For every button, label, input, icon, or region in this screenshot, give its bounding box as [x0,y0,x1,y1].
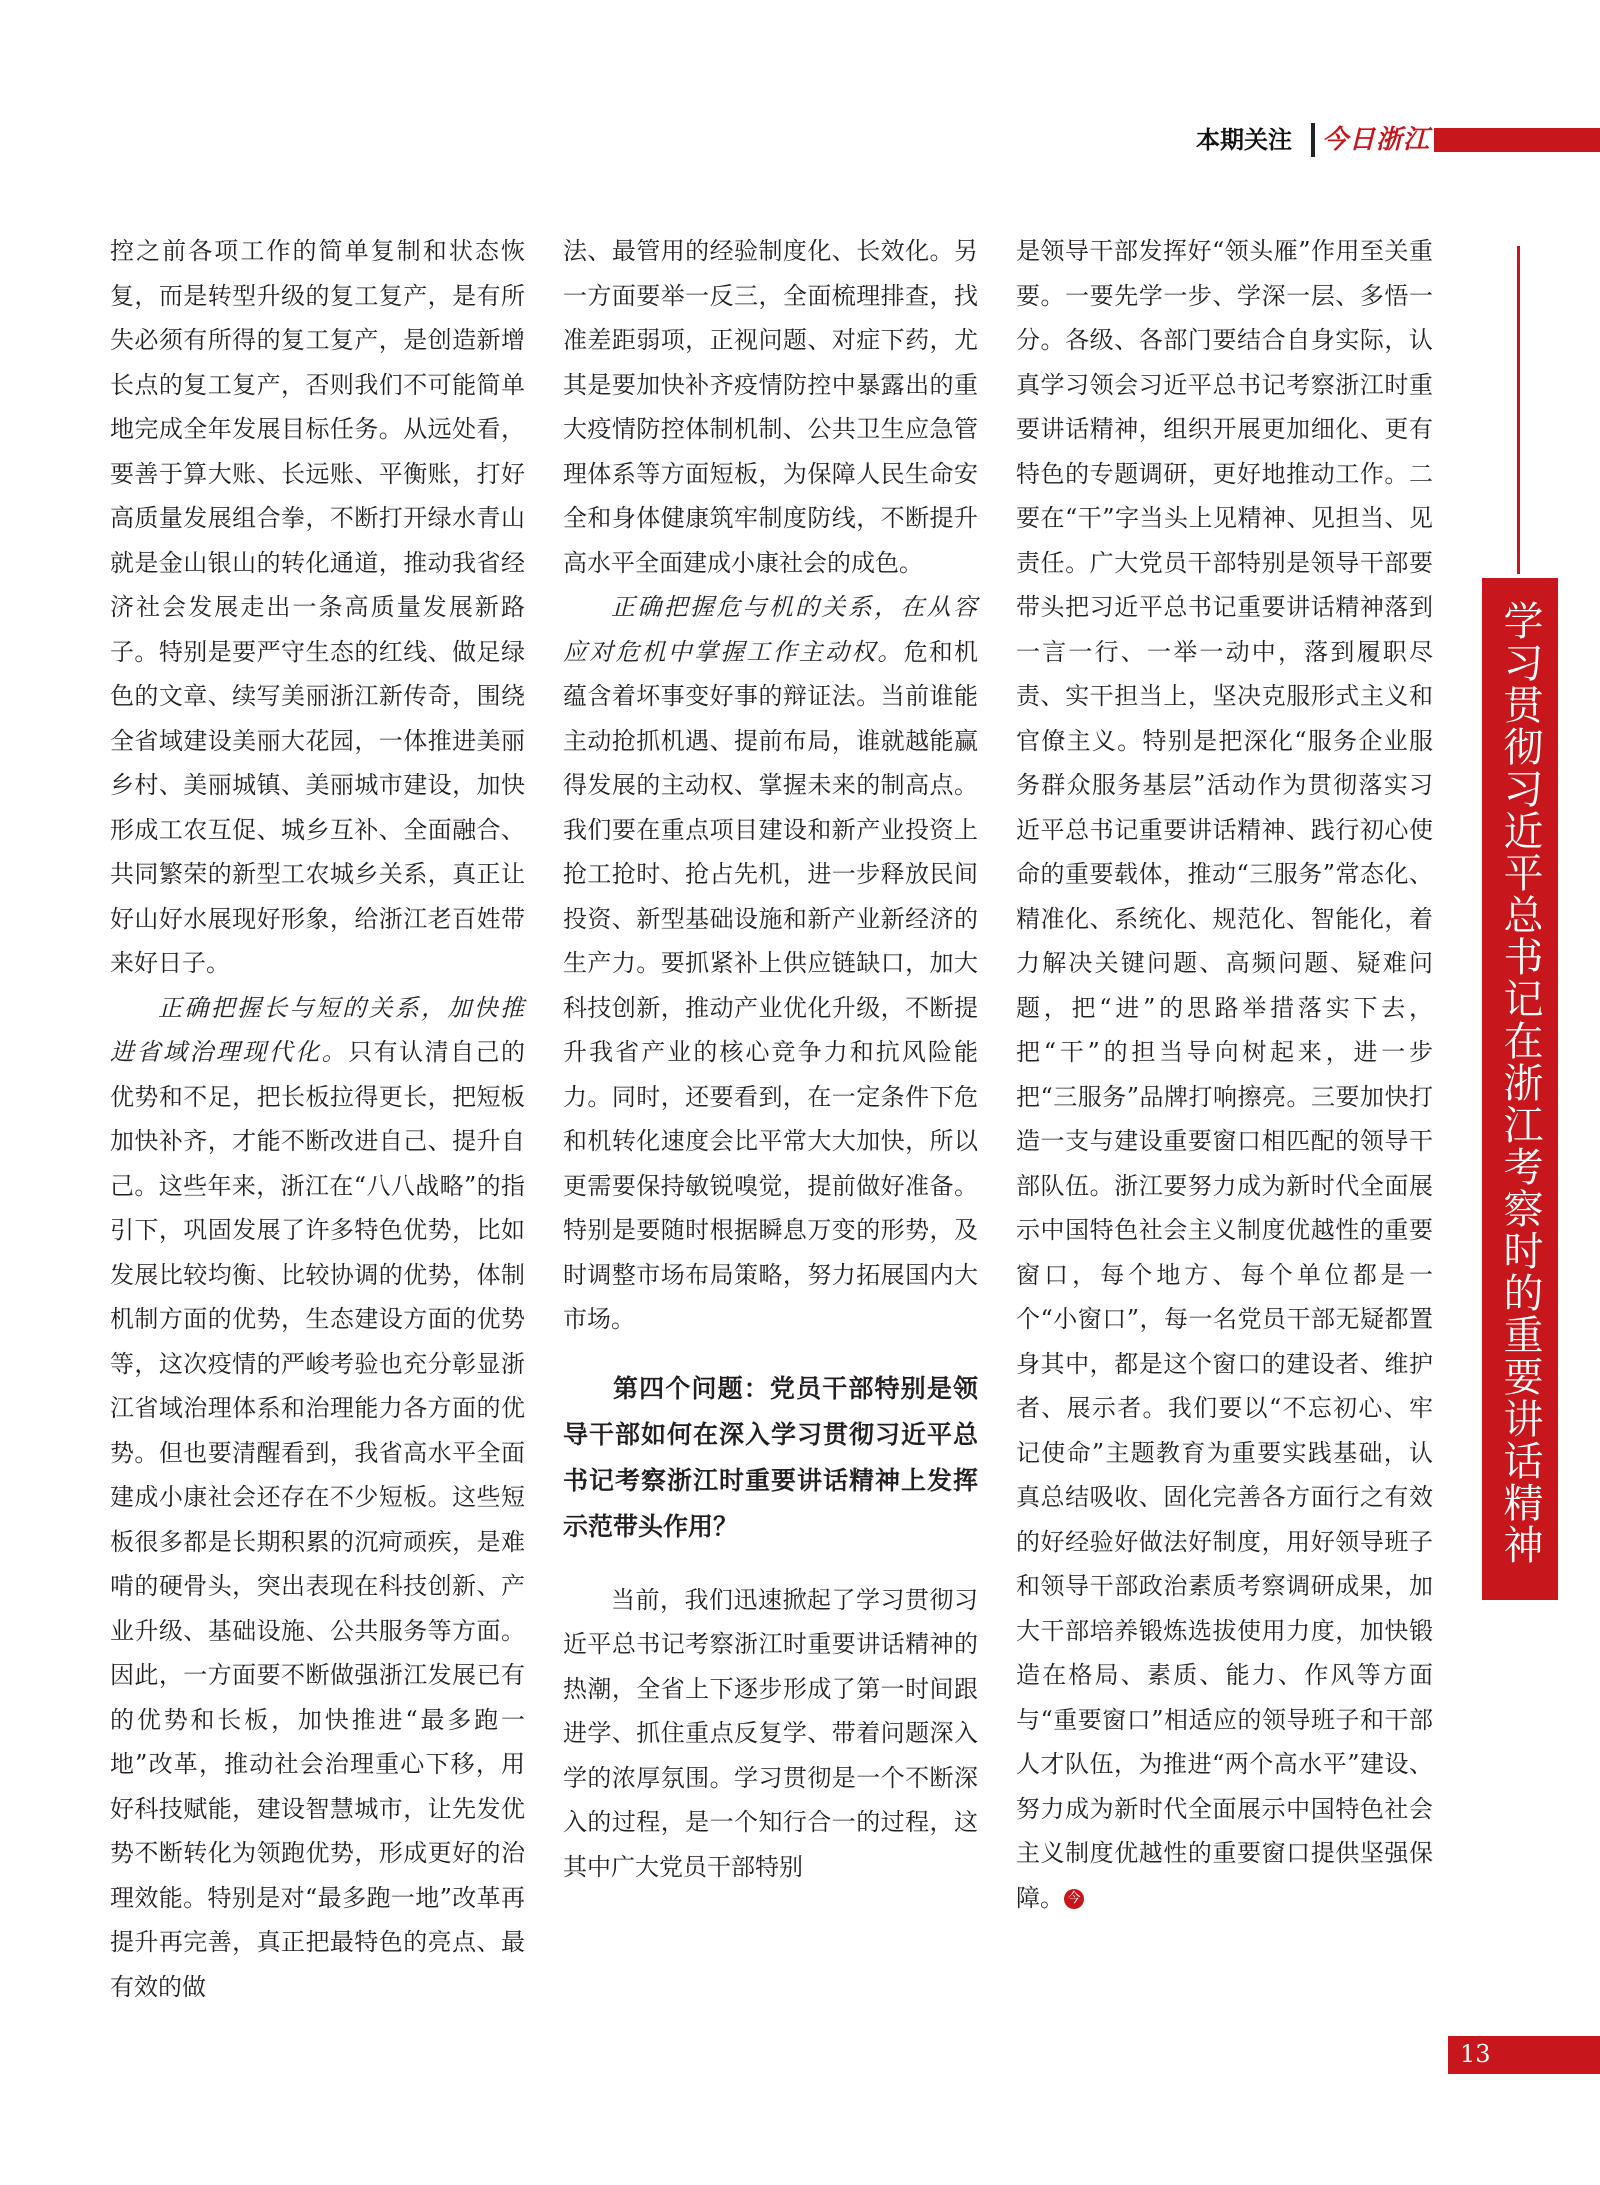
paragraph: 控之前各项工作的简单复制和状态恢复，而是转型升级的复工复产，是有所失必须有所得的复工复产，是创造新增长点的复工复产，否则我们不可能简单地完成全年发展目标任务。从远处看，要善于算大账、长远账、平衡账，打好高质量发展组合拳，不断打开绿水青山就是金山银山的转化通道，推动我省经济社会发展走出一条高质量发展新路子。特别是要严守生态的红线、做足绿色的文章、续写美丽浙江新传奇，围绕全省域建设美丽大花园，一体推进美丽乡村、美丽城镇、美丽城市建设，加快形成工农互促、城乡互补、全面融合、共同繁荣的新型工农城乡关系，真正让好山好水展现好形象，给浙江老百姓带来好日子。 [110,237,525,977]
bottom-red-rule [1448,2072,1600,2074]
section-label: 本期关注 [1196,126,1292,154]
side-title: 学习贯彻习近平总书记在浙江考察时的重要讲话精神 [1497,600,1543,1566]
paragraph: 当前，我们迅速掀起了学习贯彻习近平总书记考察浙江时重要讲话精神的热潮，全省上下逐步形成了第一时间跟进学、抓住重点反复学、带着问题深入学的浓厚氛围。学习贯彻是一个不断深入的过程，是一个知行合一的过程，这其中广大党员干部特别 [563,1585,978,1881]
paragraph [110,986,525,2010]
side-title-banner [1482,578,1558,1600]
column-2 [563,229,978,1889]
paragraph-body: 危和机蕴含着坏事变好事的辩证法。当前谁能主动抢抓机遇、提前布局，谁就越能赢得发展的主动权、掌握未来的制高点。我们要在重点项目建设和新产业投资上抢工抢时、抢占先机，进一步释放民间投资、新型基础设施和新产业新经济的生产力。要抓紧补上供应链缺口，加大科技创新，推动产业优化升级，不断提升我省产业的核心竞争力和抗风险能力。同时，还要看到，在一定条件下危和机转化速度会比平常大大加快，所以更需要保持敏锐嗅觉，提前做好准备。特别是要随时根据瞬息万变的形势，及时调整市场布局策略，努力拓展国内大市场。 [563,637,979,1333]
paragraph-body: 只有认清自己的优势和不足，把长板拉得更长，把短板加快补齐，才能不断改进自己、提升自己。这些年来，浙江在“八八战略”的指引下，巩固发展了许多特色优势，比如发展比较均衡、比较协调的优势，体制机制方面的优势，生态建设方面的优势等，这次疫情的严峻考验也充分彰显浙江省域治理体系和治理能力各方面的优势。但也要清醒看到，我省高水平全面建成小康社会还存在不少短板。这些短板很多都是长期积累的沉疴顽疾，是难啃的硬骨头，突出表现在科技创新、产业升级、基础设施、公共服务等方面。因此，一方面要不断做强浙江发展已有的优势和长板，加快推进“最多跑一地”改革，推动社会治理重心下移，用好科技赋能，建设智慧城市，让先发优势不断转化为领跑优势，形成更好的治理效能。特别是对“最多跑一地”改革再提升再完善，真正把最特色的亮点、最有效的做 [110,1038,526,2001]
paragraph: 法、最管用的经验制度化、长效化。另一方面要举一反三，全面梳理排查，找准差距弱项，正视问题、对症下药，尤其是要加快补齐疫情防控中暴露出的重大疫情防控体制机制、公共卫生应急管理体系等方面短板，为保障人民生命安全和身体健康筑牢制度防线，不断提升高水平全面建成小康社会的成色。 [563,237,978,577]
header-red-bar [1434,128,1600,152]
paragraph [563,585,978,1342]
end-mark-icon: 今 [1064,1889,1084,1909]
side-red-rule [1517,246,1520,574]
section-heading: 第四个问题：党员干部特别是领导干部如何在深入学习贯彻习近平总书记考察浙江时重要讲话精神上发挥示范带头作用？ [563,1373,978,1541]
paragraph [1016,229,1433,1920]
paragraph-body: 是领导干部发挥好“领头雁”作用至关重要。一要先学一步、学深一层、多悟一分。各级、各部门要结合自身实际，认真学习领会习近平总书记考察浙江时重要讲话精神，组织开展更加细化、更有特色的专题调研，更好地推动工作。二要在“干”字当头上见精神、见担当、见责任。广大党员干部特别是领导干部要带头把习近平总书记重要讲话精神落到一言一行、一举一动中，落到履职尽责、实干担当上，坚决克服形式主义和官僚主义。特别是把深化“服务企业服务群众服务基层”活动作为贯彻落实习近平总书记重要讲话精神、践行初心使命的重要载体，推动“三服务”常态化、精准化、系统化、规范化、智能化，着力解决关键问题、高频问题、疑难问题，把“进”的思路举措落实下去，把“干”的担当导向树起来，进一步把“三服务”品牌打响擦亮。三要加快打造一支与建设重要窗口相匹配的领导干部队伍。浙江要努力成为新时代全面展示中国特色社会主义制度优越性的重要窗口，每个地方、每个单位都是一个“小窗口”，每一名党员干部无疑都置身其中，都是这个窗口的建设者、维护者、展示者。我们要以“不忘初心、牢记使命”主题教育为重要实践基础，认真总结吸收、固化完善各方面行之有效的好经验好做法好制度，用好领导班子和领导干部政治素质考察调研成果，加大干部培养锻炼选拔使用力度，加快锻造在格局、素质、能力、作风等方面与“重要窗口”相适应的领导班子和干部人才队伍，为推进“两个高水平”建设、努力成为新时代全面展示中国特色社会主义制度优越性的重要窗口提供坚强保障。 [1016,237,1433,1912]
column-1 [110,229,525,2009]
header-separator [1311,123,1315,157]
column-3 [1016,229,1433,1920]
magazine-logo: 今日浙江 [1322,125,1431,155]
paragraph-lead: 正确把握危与机的关系，在从容应对危机中掌握工作主动权。 [563,593,978,666]
paragraph-lead: 正确把握长与短的关系，加快推进省域治理现代化。 [110,993,525,1066]
page-number: 13 [1448,2036,1600,2072]
page-header [1196,123,1600,157]
